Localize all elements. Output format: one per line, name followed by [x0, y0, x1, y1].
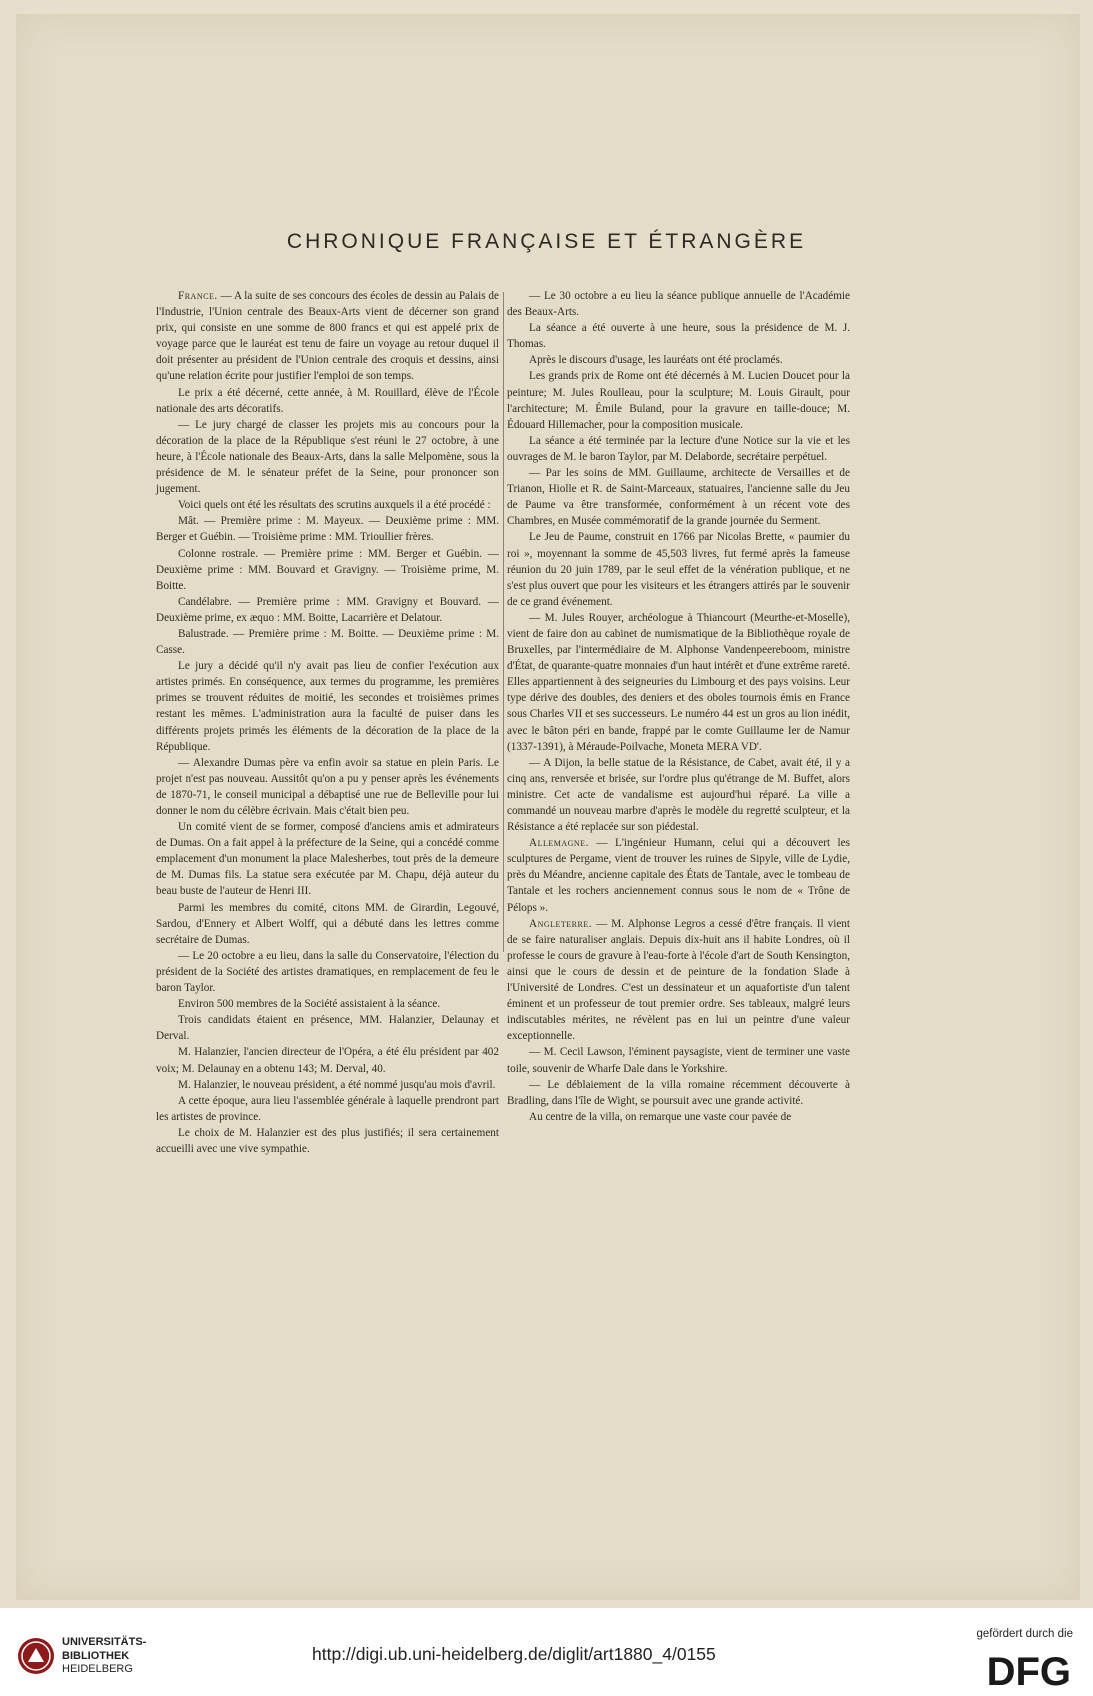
paragraph: [507, 1044, 850, 1076]
viewer-footer: [0, 1608, 1093, 1696]
paragraph-text: — Par les soins de MM. Guillaume, architecte de Versailles et de Trianon, Hiolle et R. de Saint-Marceaux, statuaires, l'ancienne salle du Jeu de Paume va être transformée, conformément à un récent vote des Chambres, en Musée commémoratif de la grande journée du Serment.: [507, 467, 850, 528]
paragraph: [507, 320, 850, 352]
paragraph-text: Le choix de M. Halanzier est des plus justifiés; il sera certainement accueilli avec une vive sympathie.: [156, 1126, 499, 1155]
paragraph: [156, 385, 499, 417]
paragraph: [156, 1044, 499, 1076]
paragraph: [156, 819, 499, 899]
paragraph-text: M. Halanzier, l'ancien directeur de l'Opéra, a été élu président par 402 voix; M. Delaunay en a obtenu 143; M. Derval, 40.: [156, 1046, 499, 1075]
paragraph-text: La séance a été terminée par la lecture d'une Notice sur la vie et les ouvrages de M. le baron Taylor, par M. Delaborde, secrétaire perpétuel.: [507, 434, 850, 463]
paragraph-text: — Le jury chargé de classer les projets mis au concours pour la décoration de la place de la République s'est réuni le 27 octobre, à une heure, à l'École nationale des Beaux-Arts, dans la salle Melpomène, sous la présidence de M. le sénateur préfet de la Seine, pour prononcer son jugement.: [156, 418, 499, 496]
paragraph-text: Candélabre. — Première prime : MM. Gravigny et Bouvard. — Deuxième prime, ex æquo : MM. Boitte, Lacarrière et Delatour.: [156, 595, 499, 624]
right-column: [507, 288, 850, 1125]
paragraph-text: — Le 20 octobre a eu lieu, dans la salle du Conservatoire, l'élection du président de la Société des artistes dramatiques, en remplacement de feu le baron Taylor.: [156, 949, 499, 995]
funding-block[interactable]: [933, 1628, 1073, 1688]
dfg-logo-text: DFG: [986, 1650, 1071, 1690]
paragraph: [156, 996, 499, 1012]
paragraph-text: Voici quels ont été les résultats des scrutins auxquels il a été procédé :: [178, 499, 491, 512]
university-library-logo[interactable]: [16, 1634, 166, 1684]
dfg-logo: [953, 1650, 1073, 1690]
paragraph-text: Balustrade. — Première prime : M. Boitte. — Deuxième prime : M. Casse.: [156, 627, 499, 657]
paragraph: [156, 288, 499, 385]
paragraph: [507, 610, 850, 755]
paragraph: [156, 1125, 499, 1157]
paragraph-text: — Alexandre Dumas père va enfin avoir sa statue en plein Paris. Le projet n'est pas nouveau. Aussitôt qu'on a pu y penser après les événements de 1870-71, le conseil municipal a débaptisé une rue de Belleville pour lui donner le nom du célèbre écrivain. Mais c'était bien peu.: [156, 756, 499, 817]
paragraph: [156, 755, 499, 819]
paragraph-text: — L'ingénieur Humann, celui qui a découvert les sculptures de Pergame, vient de trouver les ruines de Sipyle, ville de Lydie, près du Méandre, ancienne capitale des États de Tantale, avec le tombeau de Tantale et les rochers anciennement connus sous le nom de « Trône de Pélops ».: [507, 837, 850, 914]
paragraph: [156, 417, 499, 497]
paragraph-text: Les grands prix de Rome ont été décernés à M. Lucien Doucet pour la peinture; M. Jules Roulleau, pour la sculpture; M. Louis Girault, pour l'architecture; M. Émile Buland, pour la gravure en taille-douce; M. Édouard Hillemacher, pour la composition musicale.: [507, 370, 850, 431]
column-divider: [503, 292, 504, 952]
paragraph: [156, 1093, 499, 1125]
paragraph-text: Un comité vient de se former, composé d'anciens amis et admirateurs de Dumas. On a fait appel à la préfecture de la Seine, qui a concédé comme emplacement d'un monument la place Malesherbes, tout près de la demeure de M. Dumas fils. La statue sera exécutée par M. Chapu, déjà auteur du beau buste de l'auteur de Henri III.: [156, 821, 499, 898]
left-column: [156, 288, 499, 1157]
paragraph-text: Mât. — Première prime : M. Mayeux. — Deuxième prime : MM. Berger et Guébin. — Troisième prime : MM. Trioullier frères.: [156, 515, 499, 544]
paragraph: [156, 626, 499, 658]
paragraph-text: Le Jeu de Paume, construit en 1766 par Nicolas Brette, « paumier du roi », moyennant la somme de 45,503 livres, fut fermé après la fameuse réunion du 20 juin 1789, par le seul effet de la vénération publique, et ne s'est plus ouvert que pour les visiteurs et les étrangers attirés par le souvenir de ce grand événement.: [507, 531, 850, 608]
paragraph-text: — M. Cecil Lawson, l'éminent paysagiste, vient de terminer une vaste toile, souvenir de Wharfe Dale dans le Yorkshire.: [507, 1046, 850, 1075]
paragraph-text: — M. Alphonse Legros a cessé d'être français. Il vient de se faire naturaliser anglais. Depuis dix-huit ans il habite Londres, où il professe le cours de gravure à l'eau-forte à l'école d'art de South Kensington, ainsi que le cours de dessin et de peinture de la fondation Slade à l'Université de Londres. C'est un dessinateur et un aquafortiste d'un talent éminent et un professeur de tout premier ordre. Ses tableaux, malgré leurs indiscutables mérites, ne révèlent pas en lui un peintre d'une valeur exceptionnelle.: [507, 917, 850, 1043]
paragraph-text: M. Halanzier, le nouveau président, a été nommé jusqu'au mois d'avril.: [178, 1078, 496, 1091]
permalink-url[interactable]: http://digi.ub.uni-heidelberg.de/diglit/art1880_4/0155: [312, 1644, 716, 1664]
paragraph: [507, 465, 850, 529]
paragraph-text: Le prix a été décerné, cette année, à M. Rouillard, élève de l'École nationale des arts décoratifs.: [156, 386, 499, 415]
paragraph-text: Au centre de la villa, on remarque une vaste cour pavée de: [529, 1110, 792, 1123]
paragraph: [156, 658, 499, 755]
paragraph: [507, 1109, 850, 1125]
university-seal-icon: [16, 1636, 56, 1676]
section-lead: Allemagne.: [529, 837, 589, 850]
section-lead: France.: [178, 290, 218, 302]
paragraph-text: — Le 30 octobre a eu lieu la séance publique annuelle de l'Académie des Beaux-Arts.: [507, 290, 850, 319]
paragraph: [507, 433, 850, 465]
paragraph-text: A cette époque, aura lieu l'assemblée générale à laquelle prendront part les artistes de province.: [156, 1094, 499, 1123]
paragraph-text: Environ 500 membres de la Société assistaient à la séance.: [178, 998, 441, 1011]
paragraph: [156, 546, 499, 594]
library-name: [62, 1636, 146, 1677]
library-line-3: HEIDELBERG: [62, 1663, 133, 1675]
paragraph-text: Trois candidats étaient en présence, MM. Halanzier, Delaunay et Derval.: [156, 1014, 499, 1043]
paragraph: [156, 1077, 499, 1093]
paragraph-text: — A la suite de ses concours des écoles de dessin au Palais de l'Industrie, l'Union centrale des Beaux-Arts vient de décerner son grand prix, qui consiste en une somme de 800 francs et qui est appelé prix de voyage parce que le lauréat est tenu de faire un voyage au retour duquel il doit présenter au président de l'Union centrale des croquis et dessins, ainsi qu'une relation écrite pour justifier l'emploi de son temps.: [156, 290, 499, 383]
paragraph: [507, 755, 850, 835]
paragraph: [156, 513, 499, 545]
paragraph: [507, 529, 850, 609]
paragraph-text: La séance a été ouverte à une heure, sous la présidence de M. J. Thomas.: [507, 322, 850, 351]
paragraph-text: Parmi les membres du comité, citons MM. de Girardin, Legouvé, Sardou, d'Ennery et Albert Wolff, qui a débuté dans les lettres comme secrétaire de Dumas.: [156, 901, 499, 946]
paragraph: [507, 835, 850, 915]
section-lead: Angleterre.: [529, 917, 593, 930]
funding-caption: gefördert durch die: [976, 1628, 1073, 1640]
paragraph: [507, 368, 850, 432]
paragraph-text: — A Dijon, la belle statue de la Résistance, de Cabet, avait été, il y a cinq ans, renversée et brisée, sur l'ordre plus qu'étrange de M. Buffet, alors ministre. Cet acte de vandalisme est aujourd'hui réparé. La ville a commandé un nouveau marbre d'après le modèle du regretté sculpteur, et la Résistance a été replacée sur son piédestal.: [507, 756, 850, 834]
paragraph: [156, 497, 499, 513]
paragraph: [156, 900, 499, 948]
paragraph-text: Le jury a décidé qu'il n'y avait pas lieu de confier l'exécution aux artistes primés. En conséquence, aux termes du programme, les premières primes se trouvent réduites de moitié, les secondes et troisièmes primes restant les mêmes. L'administration aura la faculté de puiser dans les différents projets primés les éléments de la décoration de la place de la République.: [156, 660, 499, 753]
paragraph-text: Colonne rostrale. — Première prime : MM. Berger et Guébin. — Deuxième prime : MM. Bouvard et Gravigny. — Troisième prime, M. Boitte.: [156, 547, 499, 592]
library-line-2: BIBLIOTHEK: [62, 1649, 130, 1662]
paragraph: [507, 352, 850, 368]
paragraph-text: Après le discours d'usage, les lauréats ont été proclamés.: [529, 354, 783, 367]
paragraph: [156, 948, 499, 996]
paragraph: [156, 1012, 499, 1044]
library-line-1: UNIVERSITÄTS-: [62, 1636, 147, 1648]
paragraph: [507, 916, 850, 1045]
paragraph-text: — M. Jules Rouyer, archéologue à Thiancourt (Meurthe-et-Moselle), vient de faire don au cabinet de numismatique de la Bibliothèque royale de Bruxelles, par l'intermédiaire de M. Alphonse Vandenpeereboom, ministre d'État, de quarante-quatre monnaies d'un haut intérêt et d'une extrême rareté. Elles appartiennent à des seigneuries du Limbourg et des pays voisins. Leur type dérive des doubles, des deniers et des oboles tournois émis en France sous Charles VII et ses successeurs. Le numéro 44 est un gros au lion inédit, avec le bâton péri en bande, frappé par le comte Guillaume Ier de Namur (1337-1391), à Méraude-Poilvache, Moneta MERA VD'.: [507, 611, 850, 753]
paragraph: [507, 1077, 850, 1109]
paragraph: [156, 594, 499, 626]
paragraph-text: — Le déblaiement de la villa romaine récemment découverte à Bradling, dans l'île de Wight, se poursuit avec une grande activité.: [507, 1078, 850, 1107]
page-title: CHRONIQUE FRANÇAISE ET ÉTRANGÈRE: [286, 230, 807, 253]
paragraph: [507, 288, 850, 320]
